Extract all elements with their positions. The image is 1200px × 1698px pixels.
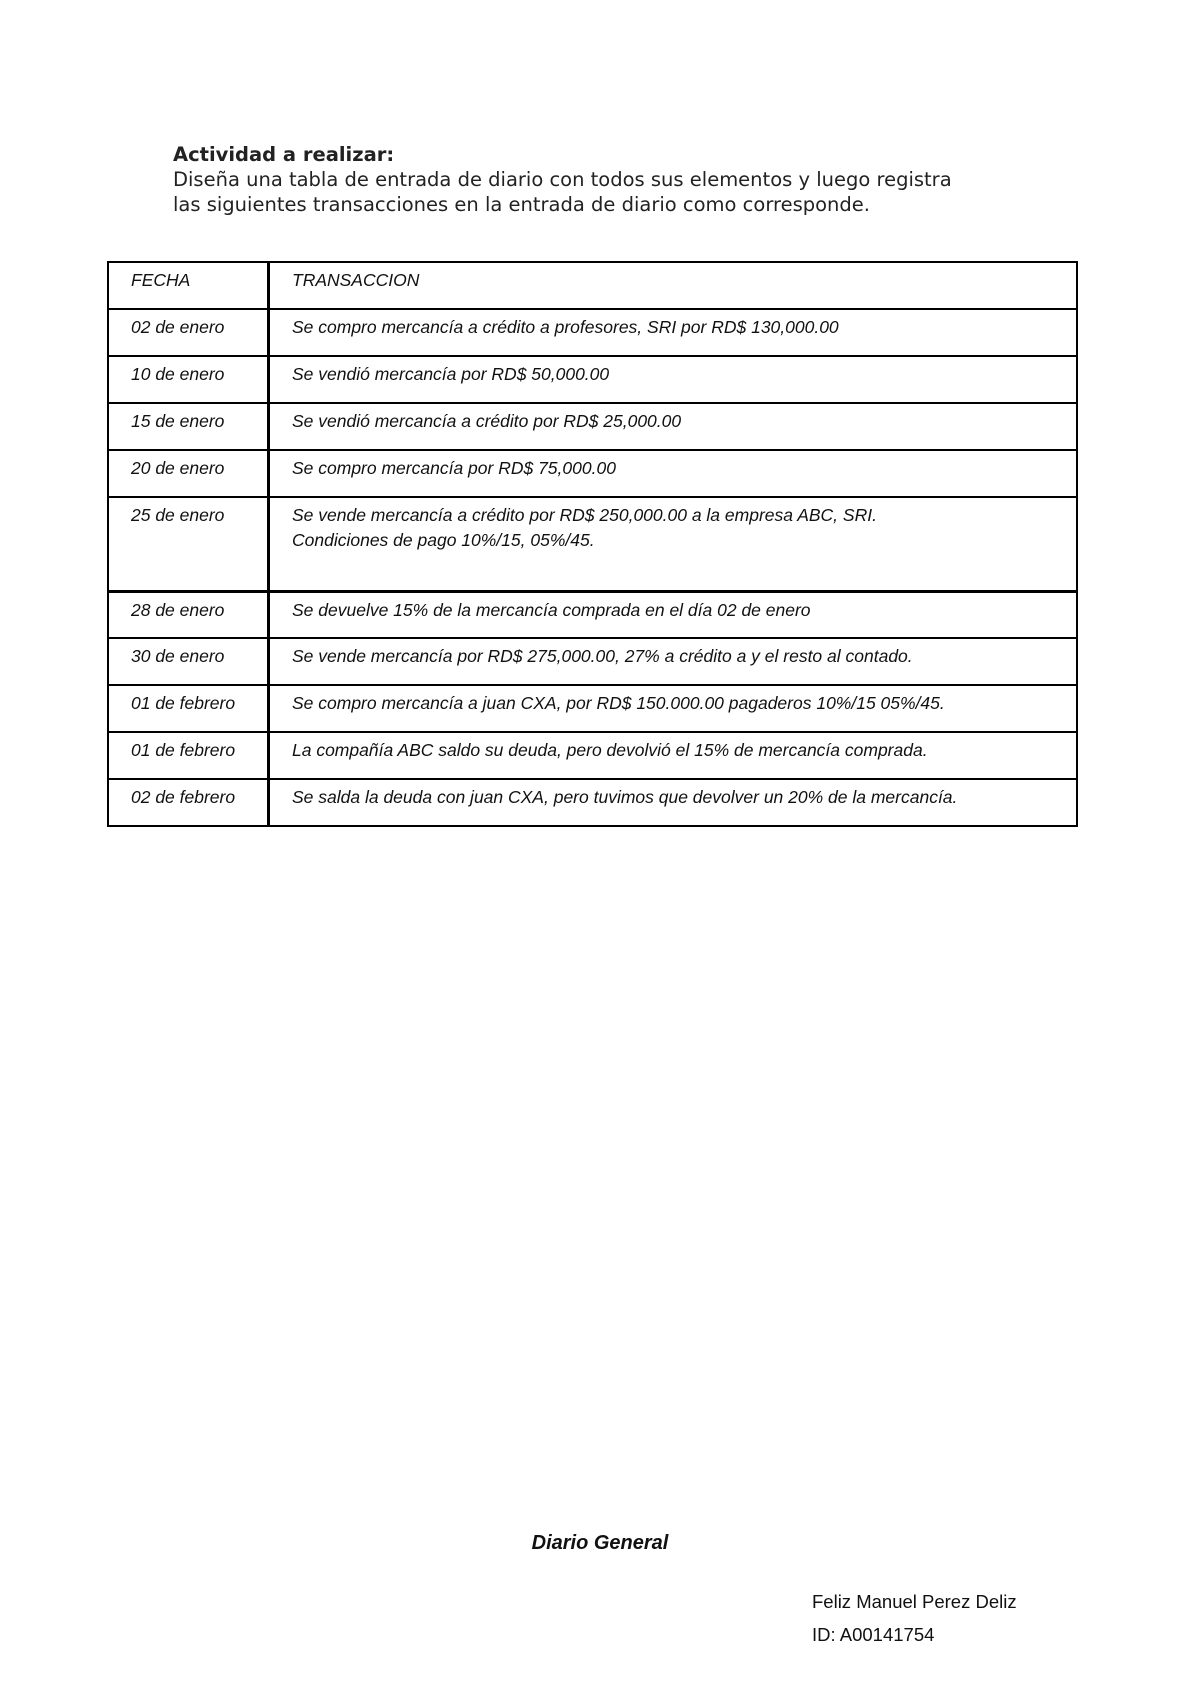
- header-fecha: FECHA: [108, 262, 269, 309]
- row-fecha: 02 de enero: [108, 309, 269, 356]
- row-fecha: 15 de enero: [108, 403, 269, 450]
- table-row: [108, 356, 1077, 403]
- activity-text-line-2: las siguientes transacciones en la entrada de diario como corresponde.: [173, 193, 870, 216]
- row-transaccion-line-1: Se vende mercancía a crédito por RD$ 250,000.00 a la empresa ABC, SRI.: [292, 505, 877, 525]
- activity-text-line-1: Diseña una tabla de entrada de diario con todos sus elementos y luego registra: [173, 168, 952, 191]
- table-row: [108, 638, 1077, 685]
- table-row: [108, 403, 1077, 450]
- row-transaccion: Se salda la deuda con juan CXA, pero tuvimos que devolver un 20% de la mercancía.: [269, 779, 1078, 826]
- author-name: Feliz Manuel Perez Deliz: [812, 1591, 1017, 1612]
- row-fecha: 30 de enero: [108, 638, 269, 685]
- table-row: [108, 450, 1077, 497]
- row-transaccion: Se compro mercancía a crédito a profesores, SRI por RD$ 130,000.00: [269, 309, 1078, 356]
- table-row: [108, 685, 1077, 732]
- row-fecha: 01 de febrero: [108, 685, 269, 732]
- journal-title: Diario General: [531, 1532, 669, 1554]
- table-row: [108, 591, 1077, 638]
- row-transaccion: Se devuelve 15% de la mercancía comprada en el día 02 de enero: [269, 591, 1078, 638]
- header-transaccion: TRANSACCION: [269, 262, 1078, 309]
- row-fecha: 20 de enero: [108, 450, 269, 497]
- author-id: ID: A00141754: [812, 1624, 935, 1645]
- row-fecha: 01 de febrero: [108, 732, 269, 779]
- table-row: [108, 732, 1077, 779]
- row-transaccion-line-2: Condiciones de pago 10%/15, 05%/45.: [292, 530, 595, 550]
- table-row: [108, 779, 1077, 826]
- row-transaccion: Se compro mercancía por RD$ 75,000.00: [269, 450, 1078, 497]
- table-row: [108, 309, 1077, 356]
- row-fecha: 28 de enero: [108, 591, 269, 638]
- row-transaccion: Se vendió mercancía por RD$ 50,000.00: [269, 356, 1078, 403]
- row-transaccion: Se vendió mercancía a crédito por RD$ 25,000.00: [269, 403, 1078, 450]
- row-fecha: 25 de enero: [108, 497, 269, 591]
- row-transaccion: La compañía ABC saldo su deuda, pero devolvió el 15% de mercancía comprada.: [269, 732, 1078, 779]
- row-transaccion: Se vende mercancía por RD$ 275,000.00, 27% a crédito a y el resto al contado.: [269, 638, 1078, 685]
- transactions-table: [107, 261, 1078, 827]
- activity-instructions: [173, 142, 1073, 217]
- activity-heading: Actividad a realizar:: [173, 143, 395, 166]
- row-transaccion: Se compro mercancía a juan CXA, por RD$ 150.000.00 pagaderos 10%/15 05%/45.: [269, 685, 1078, 732]
- row-fecha: 02 de febrero: [108, 779, 269, 826]
- row-fecha: 10 de enero: [108, 356, 269, 403]
- table-row: [108, 497, 1077, 591]
- table-header-row: [108, 262, 1077, 309]
- row-transaccion: [269, 497, 1078, 591]
- author-block: [812, 1585, 1017, 1651]
